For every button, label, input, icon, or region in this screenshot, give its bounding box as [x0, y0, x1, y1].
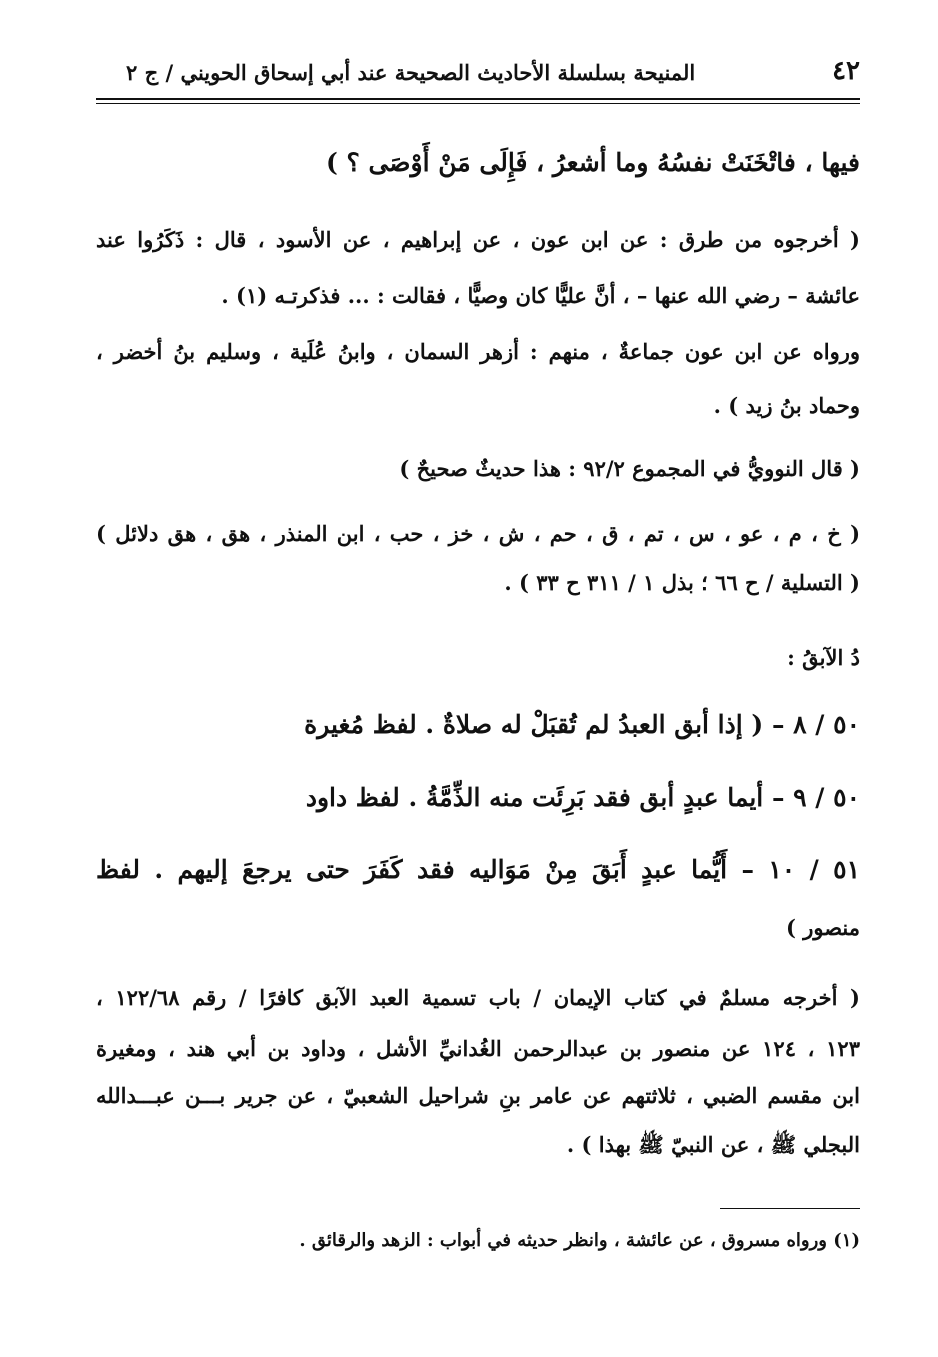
text-line: ( أخرجه مسلمٌ في كتاب الإيمان / باب تسمية العبد الآبق كافرًا / رقم ١٢٢/٦٨ ،: [96, 985, 860, 1010]
section-heading: دُ الآبقُ :: [787, 645, 860, 670]
text-line: وحماد بنُ زيد ) .: [713, 393, 860, 418]
hadith-line: ٥٠ / ٩ – أيما عبدٍ أبق فقد بَرِئَت منه الذِّمَّةُ . لفظ داود: [305, 783, 860, 812]
text-line: البجلي ﷺ ، عن النبيّ ﷺ بهذا ) .: [566, 1132, 860, 1157]
text-line: منصور ): [785, 915, 860, 940]
page-header: [96, 54, 860, 98]
text-line: ابن مقسم الضبي ، ثلاثتهم عن عامر بنِ شراحيل الشعبيّ ، عن جرير بـــن عبـــدالله: [96, 1083, 860, 1108]
text-line: ( خ ، م ، عو ، س ، تم ، ق ، حم ، ش ، خز ، حب ، ابن المنذر ، هق ، هق دلائل ): [96, 521, 860, 546]
text-line: ( التسلية / ح ٦٦ ؛ بذل ١ / ٣١١ ح ٣٣ ) .: [504, 570, 860, 595]
text-line: فيها ، فاتْخَنَتْ نفسُهُ وما أشعرُ ، فَإِلَى مَنْ أَوْصَى ؟ ): [325, 148, 860, 177]
text-line: ( قال النوويُّ في المجموع ٩٢/٢ : هذا حديثٌ صحيحٌ ): [399, 456, 860, 481]
hadith-line: ٥٠ / ٨ – ( إذا أبق العبدُ لم تُقبَلْ له صلاةٌ . لفظ مُغيرة: [304, 710, 860, 739]
header-rule: [96, 98, 860, 100]
hadith-line: ٥١ / ١٠ – أَيُّما عبدٍ أَبَقَ مِنْ مَوَاليه فقد كَفَرَ حتى يرجعَ إليهم . لفظ: [96, 855, 860, 884]
text-line: ١٢٣ ، ١٢٤ عن منصور بن عبدالرحمن الغُدانيِّ الأشل ، وداود بن أبي هند ، ومغيرة: [96, 1036, 860, 1061]
header-rule-thin: [96, 103, 860, 104]
text-line: ( أخرجوه من طرق : عن ابن عون ، عن إبراهيم ، عن الأسود ، قال : ذَكَرُوا عند: [96, 227, 860, 252]
footnote-rule: [720, 1208, 860, 1209]
page-number: ٤٢: [832, 56, 860, 86]
footnote: (١) ورواه مسروق ، عن عائشة ، وانظر حديثه في أبواب : الزهد والرقائق .: [299, 1230, 860, 1251]
text-line: عائشة – رضي الله عنها – ، أنَّ عليًّا كان وصيًّا ، فقالت : ... فذكرتـه (١) .: [221, 283, 860, 308]
running-title: المنيحة بسلسلة الأحاديث الصحيحة عند أبي إسحاق الحويني / ج ٢: [126, 60, 696, 85]
text-line: ورواه عن ابن عون جماعةٌ ، منهم : أزهر السمان ، وابنُ عُلَية ، وسليم بنُ أخضر ،: [96, 339, 860, 364]
